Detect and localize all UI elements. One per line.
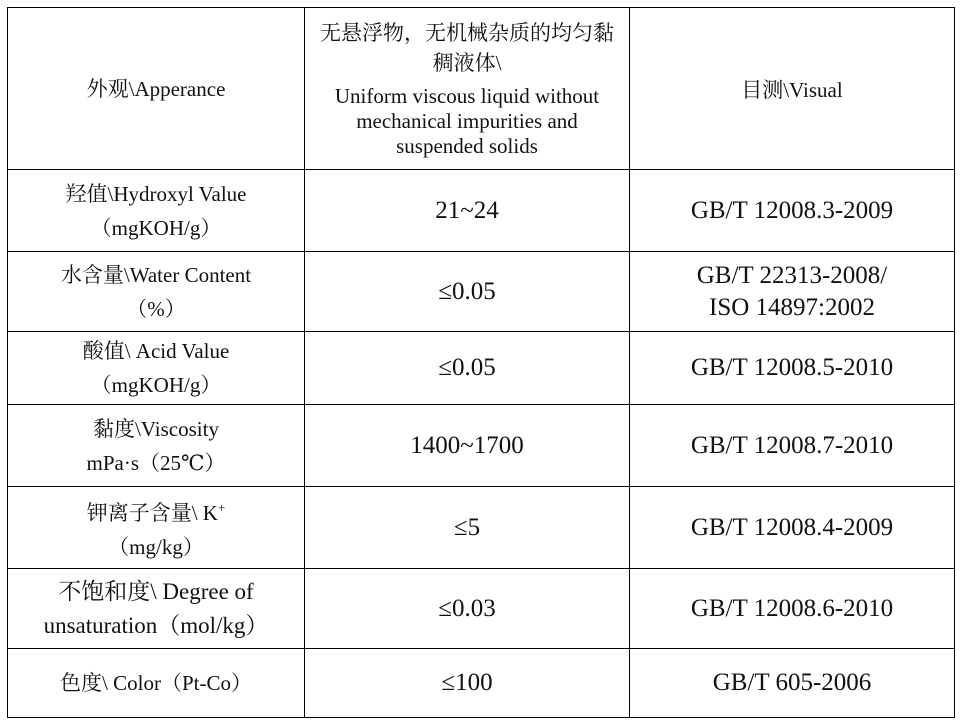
property-label: 不饱和度\ Degree of	[58, 578, 254, 604]
property-label: 水含量\Water Content	[60, 262, 252, 287]
spec-cell	[305, 252, 630, 332]
spec-cell	[305, 8, 630, 170]
method-label: GB/T 12008.6-2010	[690, 594, 894, 622]
spec-cell	[305, 170, 630, 252]
spec-cell	[305, 487, 630, 569]
property-unit: （mgKOH/g）	[90, 215, 222, 240]
property-label: 外观\Apperance	[86, 76, 226, 101]
spec-text-cn: 无悬浮物，无机械杂质的均匀黏稠液体\	[320, 21, 614, 75]
method-label: GB/T 22313-2008/	[696, 261, 888, 289]
property-label: 色度\ Color（Pt-Co）	[60, 671, 252, 695]
spec-value: ≤100	[441, 669, 493, 696]
property-cell	[8, 649, 305, 718]
property-unit: （mg/kg）	[108, 535, 204, 559]
property-unit: mPa·s（25℃）	[86, 450, 226, 475]
property-superscript: +	[217, 500, 226, 515]
property-cell	[8, 8, 305, 170]
table-row	[8, 8, 955, 170]
method-cell	[630, 332, 955, 405]
spec-value: ≤0.03	[438, 594, 496, 622]
property-cell	[8, 170, 305, 252]
method-cell	[630, 405, 955, 487]
property-cell	[8, 332, 305, 405]
method-label: GB/T 12008.3-2009	[690, 196, 894, 224]
method-label: GB/T 12008.4-2009	[690, 513, 894, 541]
method-cell	[630, 487, 955, 569]
property-label-wrap	[14, 491, 298, 530]
spec-cell	[305, 649, 630, 718]
method-cell	[630, 569, 955, 649]
spec-value: ≤5	[453, 513, 481, 541]
spec-cell	[305, 332, 630, 405]
spec-table	[7, 7, 955, 718]
property-label: 酸值\ Acid Value	[82, 339, 230, 363]
method-label: GB/T 12008.5-2010	[690, 354, 894, 381]
method-label: GB/T 605-2006	[712, 669, 872, 696]
spec-text-en: Uniform viscous liquid without mechanical impurities and suspended solids	[334, 84, 600, 158]
property-cell	[8, 487, 305, 569]
spec-cell	[305, 405, 630, 487]
property-cell	[8, 405, 305, 487]
property-unit: （%）	[126, 296, 186, 321]
method-label: 目测\Visual	[741, 77, 843, 102]
method-cell	[630, 8, 955, 170]
table-row	[8, 487, 955, 569]
spec-value: 21~24	[435, 196, 499, 224]
property-label: 钾离子含量\ K	[86, 501, 218, 525]
method-label: GB/T 12008.7-2010	[690, 431, 894, 459]
spec-cell	[305, 569, 630, 649]
table-row	[8, 332, 955, 405]
table-row	[8, 649, 955, 718]
property-label: 羟值\Hydroxyl Value	[65, 181, 247, 206]
spec-value: ≤0.05	[438, 277, 496, 305]
property-cell	[8, 252, 305, 332]
method-cell	[630, 649, 955, 718]
property-label: 黏度\Viscosity	[93, 416, 219, 441]
property-cell	[8, 569, 305, 649]
method-cell	[630, 170, 955, 252]
table-row	[8, 569, 955, 649]
property-unit: unsaturation（mol/kg）	[43, 612, 269, 638]
method-cell	[630, 252, 955, 332]
method-label-iso: ISO 14897:2002	[709, 293, 875, 321]
spec-value: 1400~1700	[410, 431, 524, 459]
table-row	[8, 170, 955, 252]
property-unit: （mgKOH/g）	[90, 373, 222, 397]
table-row	[8, 252, 955, 332]
spec-value: ≤0.05	[438, 354, 496, 381]
table-row	[8, 405, 955, 487]
